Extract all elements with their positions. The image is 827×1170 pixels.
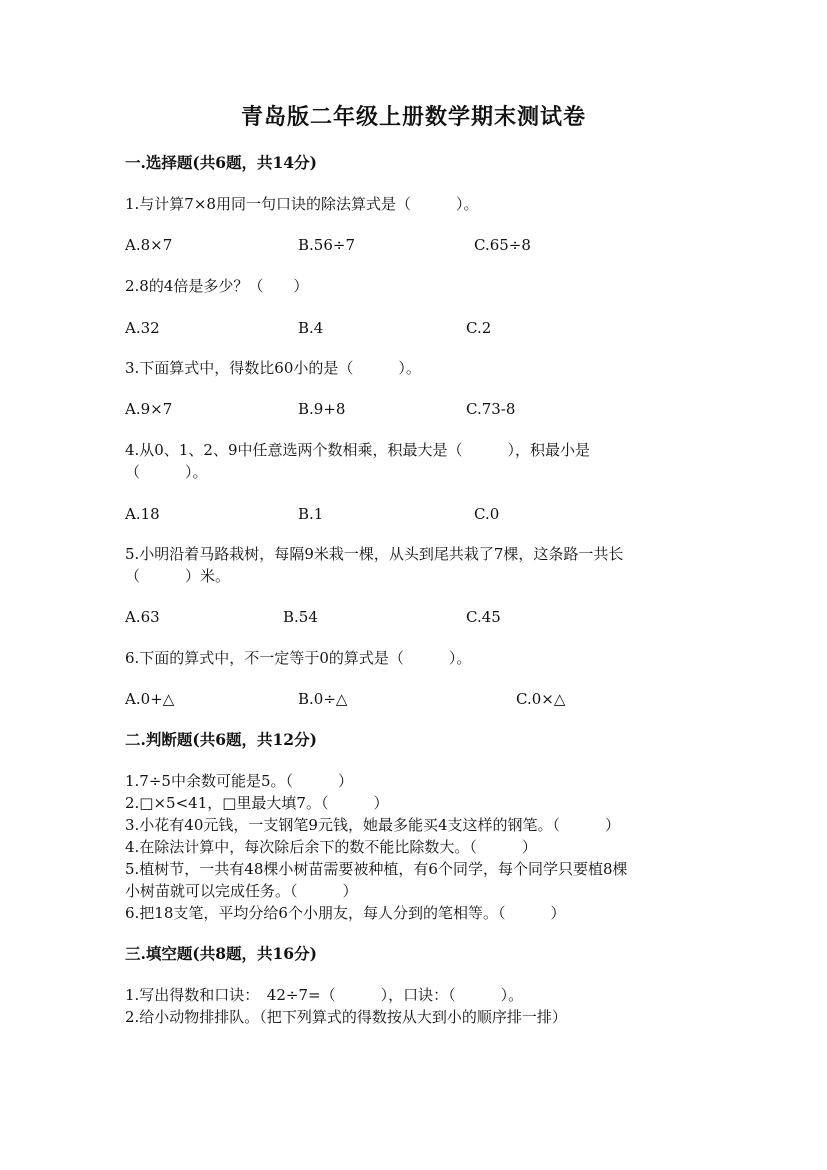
judgment-line: 5.植树节，一共有48棵小树苗需要被种植，有6个同学，每个同学只要植8棵	[125, 860, 628, 878]
judgment-line: 小树苗就可以完成任务。（ ）	[125, 882, 358, 900]
q4-option-c: C.0	[474, 505, 500, 523]
question-2: 2.8的4倍是多少？（ ）	[125, 277, 309, 295]
q5-option-c: C.45	[466, 608, 501, 626]
question-4-cont: （ ）。	[125, 463, 208, 481]
fill-line: 2.给小动物排排队。（把下列算式的得数按从大到小的顺序排一排）	[125, 1008, 567, 1026]
q3-option-c: C.73-8	[466, 400, 516, 418]
judgment-line: 6.把18支笔，平均分给6个小朋友，每人分到的笔相等。（ ）	[125, 904, 566, 922]
q1-option-c: C.65÷8	[474, 236, 531, 254]
q4-option-b: B.1	[298, 505, 324, 523]
section-heading-fill: 三.填空题(共8题，共16分)	[125, 944, 317, 963]
judgment-line: 1.7÷5中余数可能是5。（ ）	[125, 772, 354, 790]
question-5-cont: （ ）米。	[125, 567, 231, 585]
question-6: 6.下面的算式中，不一定等于0的算式是（ ）。	[125, 649, 472, 667]
question-4: 4.从0、1、2、9中任意选两个数相乘，积最大是（ ），积最小是	[125, 441, 590, 459]
q1-option-a: A.8×7	[125, 236, 173, 254]
question-5: 5.小明沿着马路栽树，每隔9米栽一棵，从头到尾共栽了7棵，这条路一共长	[125, 545, 624, 563]
q3-option-b: B.9+8	[298, 400, 346, 418]
judgment-line: 3.小花有40元钱，一支钢笔9元钱，她最多能买4支这样的钢笔。（ ）	[125, 816, 620, 834]
q3-option-a: A.9×7	[125, 400, 173, 418]
q6-option-c: C.0×△	[516, 690, 566, 708]
q2-option-b: B.4	[298, 319, 324, 337]
judgment-line: 4.在除法计算中，每次除后余下的数不能比除数大。（ ）	[125, 838, 537, 856]
section-heading-judgment: 二.判断题(共6题，共12分)	[125, 730, 317, 749]
fill-line: 1.写出得数和口诀： 42÷7=（ ），口诀：（ ）。	[125, 986, 524, 1004]
judgment-line: 2.□×5<41，□里最大填7。（ ）	[125, 794, 389, 812]
page-title: 青岛版二年级上册数学期末测试卷	[240, 104, 586, 130]
q6-option-b: B.0÷△	[298, 690, 348, 708]
q5-option-b: B.54	[283, 608, 318, 626]
section-heading-choice: 一.选择题(共6题，共14分)	[125, 153, 317, 172]
q5-option-a: A.63	[125, 608, 160, 626]
question-1: 1.与计算7×8用同一句口诀的除法算式是（ ）。	[125, 195, 479, 213]
q6-option-a: A.0+△	[125, 690, 175, 708]
question-3: 3.下面算式中，得数比60小的是（ ）。	[125, 359, 421, 377]
q2-option-a: A.32	[125, 319, 160, 337]
q4-option-a: A.18	[125, 505, 160, 523]
q1-option-b: B.56÷7	[298, 236, 355, 254]
q2-option-c: C.2	[466, 319, 492, 337]
